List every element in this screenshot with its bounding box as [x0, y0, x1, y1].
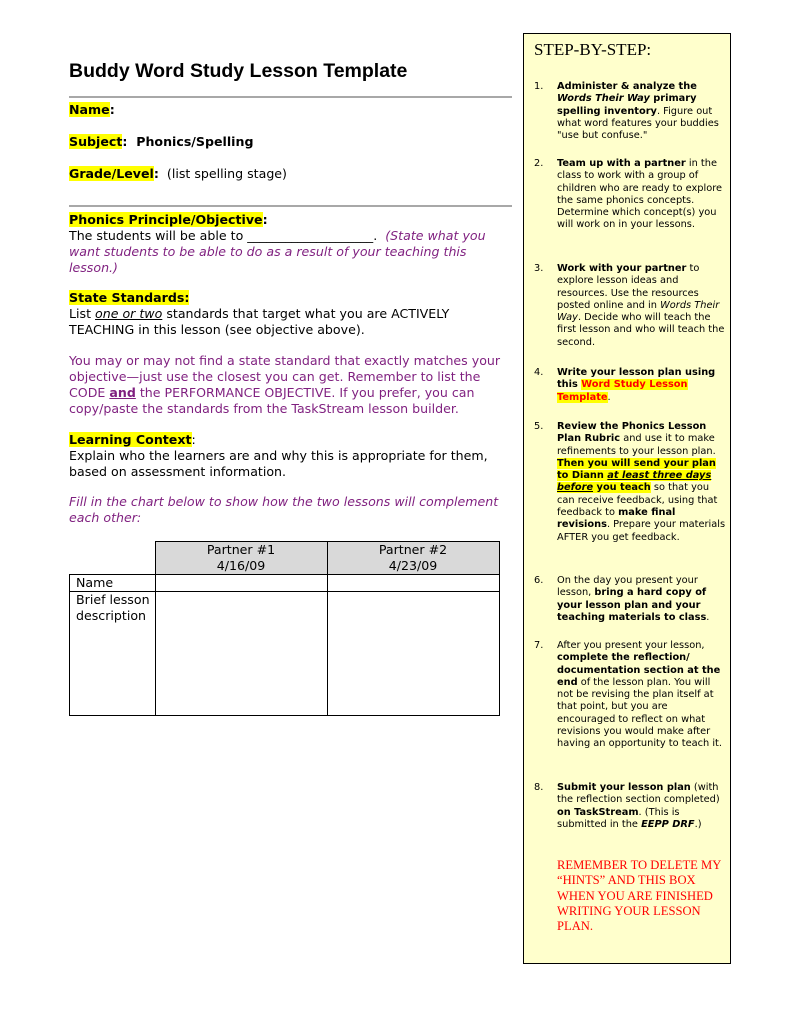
step-6: 6. On the day you present your lesson, bring a hard copy of your lesson plan and your teaching materials to class. [534, 575, 710, 623]
context-section: Learning Context: Explain who the learners are and why this is appropriate for them, based on assessment information. [69, 432, 511, 480]
standards-heading: State Standards: [69, 290, 190, 305]
table-header-row [70, 542, 500, 575]
grade-value: (list spelling stage) [166, 166, 287, 181]
step-number: 2. [534, 158, 544, 169]
context-text: Explain who the learners are and why this is appropriate for them, based on assessment information. [69, 448, 488, 479]
step-number: 1. [534, 81, 544, 92]
step-number: 5. [534, 421, 544, 432]
standards-section [69, 290, 511, 338]
partner2-header: Partner #2 4/23/09 [327, 542, 499, 575]
step-number: 8. [534, 782, 544, 793]
delete-reminder: REMEMBER TO DELETE MY “HINTS” AND THIS BOX WHEN YOU ARE FINISHED WRITING YOUR LESSON PLAN. [557, 858, 721, 934]
step-2: 2. Team up with a partner in the class to work with a group of children who are ready to explore the same phonics concepts. Determine which concept(s) you will work on in your lessons. [534, 158, 723, 231]
step-7: 7. After you present your lesson, complete the reflection/ documentation section at the end of the lesson plan. You will not be revising the plan itself at that point, but you are encouraged to reflect on what revisions you would make after having an opportunity to teach it. [534, 640, 722, 750]
step-1: 1. Administer & analyze the Words Their Way primary spelling inventory. Figure out what word features your buddies "use but confuse." [534, 81, 719, 142]
subject-value: Phonics/Spelling [136, 134, 254, 149]
name-field: Name: [69, 102, 115, 117]
step-number: 6. [534, 575, 544, 586]
name-label: Name [69, 102, 110, 117]
objective-heading: Phonics Principle/Objective [69, 212, 263, 227]
section-divider [69, 205, 512, 207]
standards-hint: You may or may not find a state standard that exactly matches your objective—just use the closest you can get. Remember to list the CODE and the PERFORMANCE OBJECTIVE. If you prefer, you can copy/paste the standards from the TaskStream lesson builder. [69, 353, 501, 416]
title-divider [69, 96, 512, 98]
subject-field: Subject: Phonics/Spelling [69, 134, 254, 149]
row-label-description: Brief lesson description [70, 592, 156, 716]
context-heading: Learning Context [69, 432, 192, 447]
partner2-name-cell[interactable] [327, 575, 499, 592]
grade-label: Grade/Level [69, 166, 154, 181]
table-corner-cell [70, 542, 156, 575]
step-number: 4. [534, 367, 544, 378]
step-number: 3. [534, 263, 544, 274]
objective-section: Phonics Principle/Objective: The students will be able to ____________________. (State what you want students to be able to do as a result of your teaching this lesson.) [69, 212, 486, 275]
sidebar-title: STEP-BY-STEP: [534, 40, 652, 59]
standards-instructions: List one or two standards that target what you are ACTIVELY TEACHING in this lesson (see objective above). [69, 306, 450, 337]
chart-hint: Fill in the chart below to show how the two lessons will complement each other: [69, 494, 499, 525]
table-row [70, 575, 500, 592]
row-label-name: Name [70, 575, 156, 592]
document-title: Buddy Word Study Lesson Template [69, 60, 408, 82]
step-4: 4. Write your lesson plan using this Word Study Lesson Template. [534, 367, 716, 403]
objective-text: The students will be able to ____________________. [69, 228, 378, 243]
step-number: 7. [534, 640, 544, 651]
partner1-name-cell[interactable] [155, 575, 327, 592]
step-5: 5. Review the Phonics Lesson Plan Rubric and use it to make refinements to your lesson plan. Then you will send your plan to Diann at least three days before you teach so that you can receive feedback, using that feedback to make final revisions. Prepare your materials AFTER you get feedback. [534, 421, 726, 543]
step-8: 8. Submit your lesson plan (with the reflection section completed) on TaskStream. (This is submitted in the EEPP DRF.) [534, 782, 720, 830]
step-by-step-sidebar [523, 33, 731, 964]
table-row [70, 592, 500, 716]
lesson-comparison-table [69, 541, 500, 716]
partner2-description-cell[interactable] [327, 592, 499, 716]
subject-label: Subject [69, 134, 123, 149]
partner1-description-cell[interactable] [155, 592, 327, 716]
objective-hint: (State what you want students to be able to do as a result of your teaching this lesson.) [69, 228, 486, 275]
grade-field: Grade/Level: (list spelling stage) [69, 166, 287, 181]
partner1-header: Partner #1 4/16/09 [155, 542, 327, 575]
step-3: 3. Work with your partner to explore lesson ideas and resources. Use the resources posted online and in Words Their Way. Decide who will teach the first lesson and who will teach the second. [534, 263, 725, 348]
